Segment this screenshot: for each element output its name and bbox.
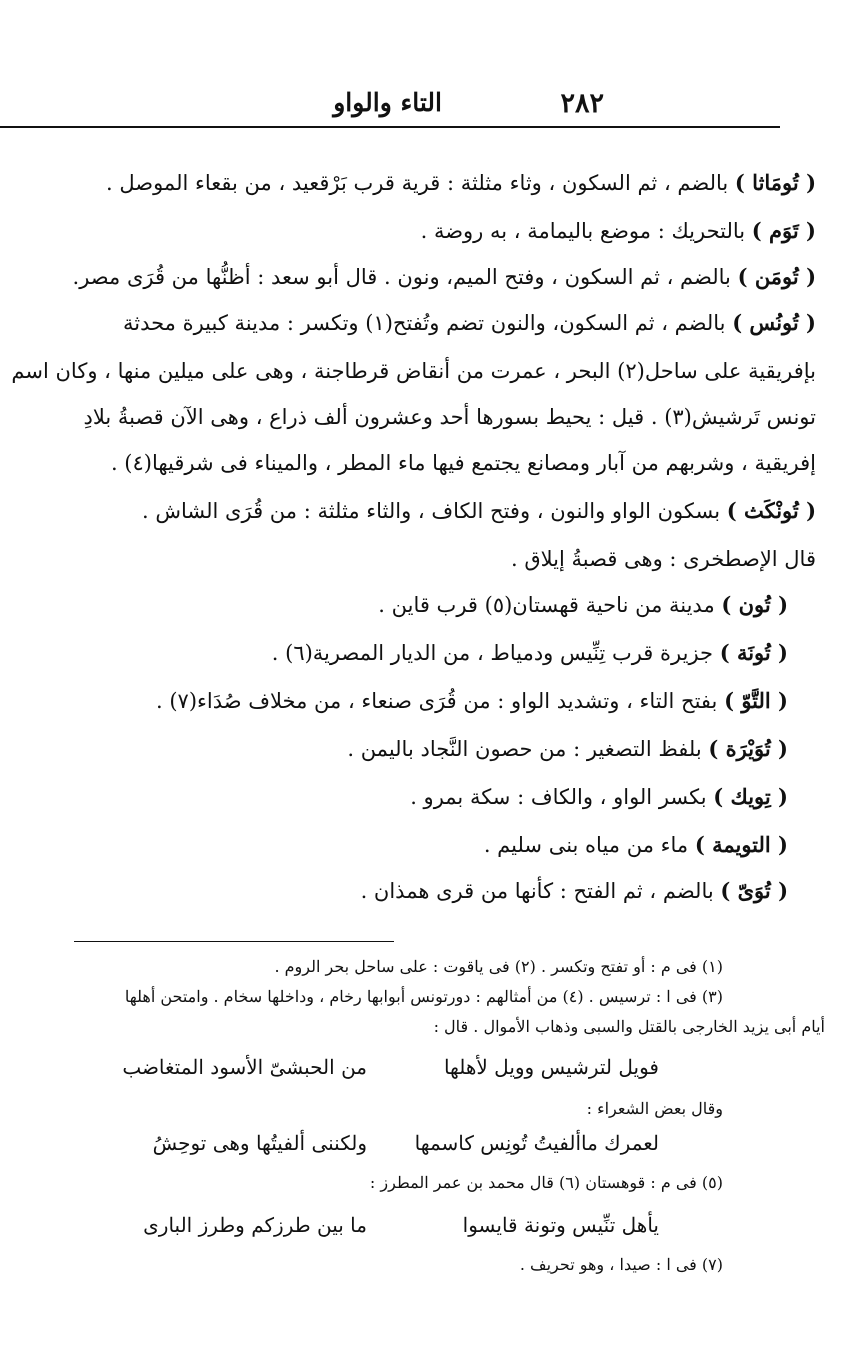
headword: ( التويمة ): [694, 832, 788, 857]
entry-tunkath: [8, 498, 816, 524]
page-header: [0, 80, 780, 128]
entry-tawik: [8, 784, 788, 810]
entry-text: بفتح التاء ، وتشديد الواو : من قُرَى صنعاء ، من مخلاف صُدَاء(٧) .: [156, 689, 725, 713]
verse-1-first-hemistich: فويل لترشيس وويل لأهلها: [443, 1055, 659, 1079]
entry-text: تونس تَرشيش(٣) . قيل : يحيط بسورها أحد وعشرون ألف ذراع ، وهى الآن قصبةُ بلادِ: [83, 405, 816, 429]
entry-tunis-cont-1: [8, 358, 816, 384]
footnote-7: (٧) فى ا : صيدا ، وهو تحريف .: [519, 1255, 723, 1274]
entry-text: بلفظ التصغير : من حصون النَّجاد باليمن .: [347, 737, 709, 761]
entry-text: قال الإصطخرى : وهى قصبةُ إيلاق .: [510, 547, 816, 571]
verse-3-second-hemistich: ما بين طرزكم وطرز البارى: [143, 1213, 367, 1237]
page-number: ٢٨٢: [560, 88, 604, 119]
entry-altuwayma: [8, 832, 788, 858]
entry-tunkath-cont: [8, 546, 816, 572]
verse-1-second-hemistich: من الحبشىّ الأسود المتغاضب: [122, 1055, 367, 1079]
entry-tunis-cont-3: [8, 450, 816, 476]
entry-tumatha: [8, 170, 816, 196]
footnote-1-2: (١) فى م : أو تفتح وتكسر . (٢) فى ياقوت : على ساحل بحر الروم .: [274, 957, 723, 976]
footnote-5-6: (٥) فى م : قوهستان (٦) قال محمد بن عمر المطرز :: [369, 1173, 723, 1192]
footnote-3-4: (٣) فى ا : ترسيس . (٤) من أمثالهم : دورتونس أبوابها رخام ، وداخلها سخام . وامتحن أهلها: [124, 987, 723, 1006]
verse-2-second-hemistich: ولكننى ألفيتُها وهى توحِشُ: [152, 1131, 367, 1155]
running-title: التاء والواو: [333, 88, 442, 117]
entry-tunis: [8, 310, 816, 336]
entry-text: بسكون الواو والنون ، وفتح الكاف ، والثاء مثلثة : من قُرَى الشاش .: [142, 499, 727, 523]
entry-text: بالضم ، ثم السكون ، وفتح الميم، ونون . قال أبو سعد : أظنُّها من قُرَى مصر.: [72, 265, 738, 289]
headword: ( تَوَم ): [751, 218, 816, 243]
entry-text: مدينة من ناحية قهستان(٥) قرب قاين .: [378, 593, 722, 617]
headword: ( تُوَىّ ): [720, 878, 788, 903]
entry-text: جزيرة قرب تِنِّيس ودمياط ، من الديار المصرية(٦) .: [271, 641, 720, 665]
headword: ( التَّوّ ): [724, 688, 788, 713]
entry-tuman: [8, 264, 816, 290]
entry-tuwayy: [8, 878, 788, 904]
headword: ( تُومَن ): [737, 264, 816, 289]
footnote-divider: [74, 941, 394, 942]
headword: ( تِويك ): [713, 784, 788, 809]
headword: ( تُومَاثا ): [734, 170, 816, 195]
entry-text: بالضم ، ثم السكون ، وثاء مثلثة : قرية قرب بَرْقعيد ، من بقعاء الموصل .: [106, 171, 735, 195]
entry-text: بإفريقية على ساحل(٢) البحر ، عمرت من أنقاض قرطاجنة ، وهى على ميلين منها ، وكان اسم: [11, 359, 816, 383]
headword: ( تُون ): [721, 592, 788, 617]
entry-text: بالتحريك : موضع باليمامة ، به روضة .: [420, 219, 752, 243]
headword: ( تُونْكَث ): [726, 498, 816, 523]
entry-text: ماء من مياه بنى سليم .: [483, 833, 695, 857]
poet-intro: وقال بعض الشعراء :: [586, 1099, 723, 1118]
entry-tuwayra: [8, 736, 788, 762]
headword: ( تُونُس ): [732, 310, 816, 335]
entry-text: بالضم ، ثم الفتح : كأنها من قرى همذان .: [360, 879, 721, 903]
entry-tun: [8, 592, 788, 618]
headword: ( تُونَة ): [719, 640, 788, 665]
verse-2-first-hemistich: لعمرك ماألفيتُ تُونِس كاسمها: [414, 1131, 659, 1155]
verse-3-first-hemistich: يأهل تنِّيس وتونة قايسوا: [462, 1213, 659, 1237]
entry-tunis-cont-2: [8, 404, 816, 430]
footnote-4-continued: أيام أبى يزيد الخارجى بالقتل والسبى وذهاب الأموال . قال :: [433, 1017, 825, 1036]
entry-text: بالضم ، ثم السكون، والنون تضم وتُفتح(١) وتكسر : مدينة كبيرة محدثة: [122, 311, 733, 335]
entry-text: إفريقية ، وشربهم من آبار ومصانع يجتمع فيها ماء المطر ، والميناء فى شرقيها(٤) .: [110, 451, 816, 475]
entry-tuna: [8, 640, 788, 666]
headword: ( تُوَيْرَة ): [708, 736, 788, 761]
entry-altaww: [8, 688, 788, 714]
entry-tawam: [8, 218, 816, 244]
entry-text: بكسر الواو ، والكاف : سكة بمرو .: [410, 785, 714, 809]
